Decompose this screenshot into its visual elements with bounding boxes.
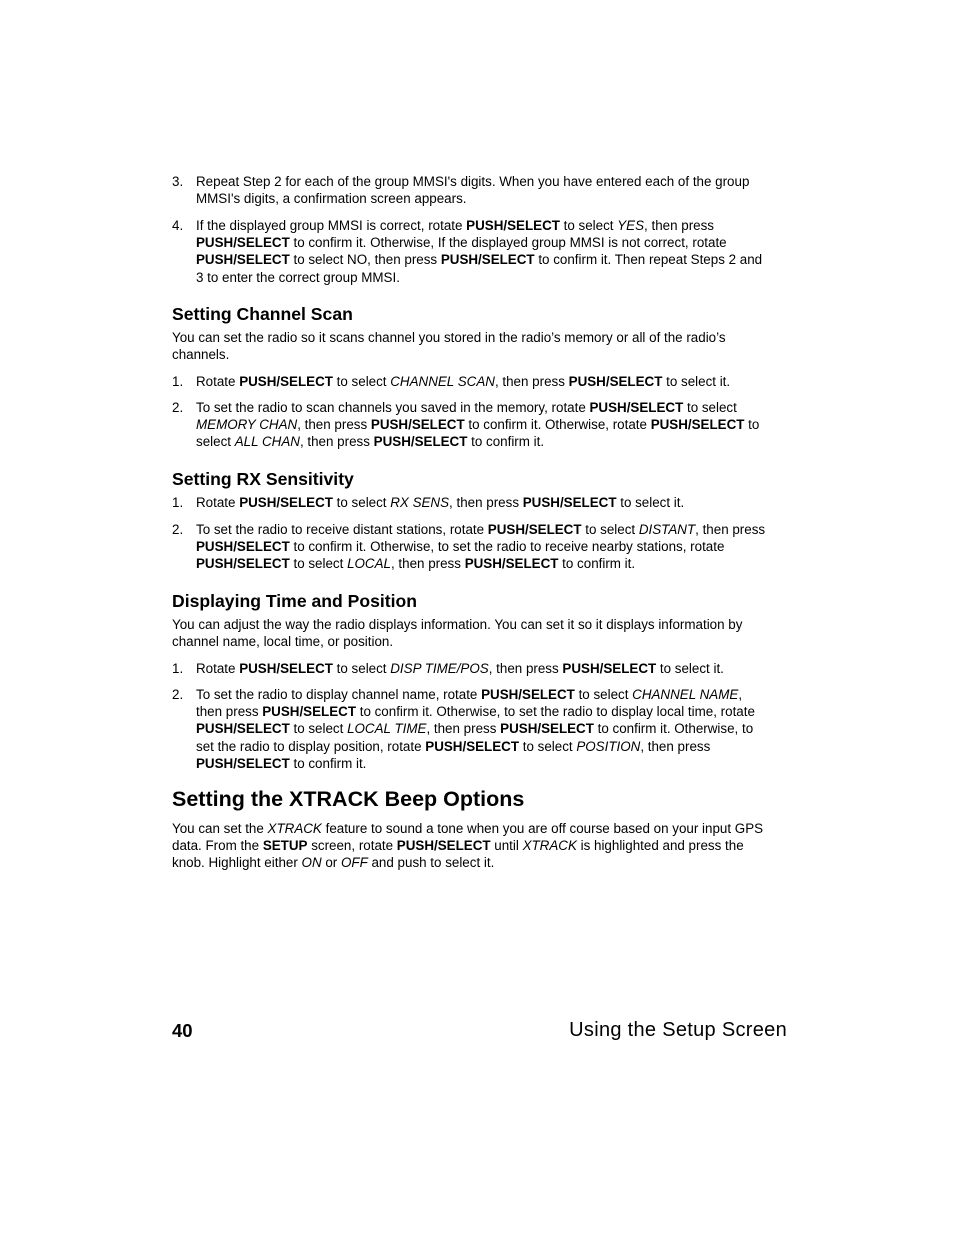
section-heading-rx-sensitivity: Setting RX Sensitivity xyxy=(172,469,354,489)
section-heading-time-position: Displaying Time and Position xyxy=(172,591,418,611)
step-text: Repeat Step 2 for each of the group MMSI's digits. When you have entered each of the group MMSI's digits, a confirmation screen appears. xyxy=(196,174,750,207)
step-number: 1. xyxy=(172,374,184,389)
step-number: 2. xyxy=(172,400,184,415)
step-number: 2. xyxy=(172,687,184,702)
step-number: 4. xyxy=(172,218,184,233)
step-text: Rotate PUSH/SELECT to select RX SENS, then press PUSH/SELECT to select it. xyxy=(196,495,685,510)
step-number: 1. xyxy=(172,495,184,510)
section-body: You can set the XTRACK feature to sound a tone when you are off course based on your input GPS data. From the SETUP screen, rotate PUSH/SELECT until XTRACK is highlighted and press the knob. Highlight either ON or OFF and push to select it. xyxy=(172,821,764,871)
page-number: 40 xyxy=(172,1020,193,1041)
step-number: 3. xyxy=(172,174,184,189)
step-number: 1. xyxy=(172,661,184,676)
step-text: To set the radio to scan channels you saved in the memory, rotate PUSH/SELECT to select MEMORY CHAN, then press PUSH/SELECT to confirm it. Otherwise, rotate PUSH/SELECT to select ALL CHAN, then press PUSH/SELECT to confirm it. xyxy=(196,400,760,450)
step-text: To set the radio to receive distant stations, rotate PUSH/SELECT to select DISTANT, then press PUSH/SELECT to confirm it. Otherwise, to set the radio to receive nearby stations, rotate PUSH/SELECT to select LOCAL, then press PUSH/SELECT to confirm it. xyxy=(196,522,766,572)
step-number: 2. xyxy=(172,522,184,537)
section-heading-xtrack: Setting the XTRACK Beep Options xyxy=(172,787,525,811)
section-heading-channel-scan: Setting Channel Scan xyxy=(172,304,353,324)
step-text: Rotate PUSH/SELECT to select CHANNEL SCAN, then press PUSH/SELECT to select it. xyxy=(196,374,731,389)
step-text: Rotate PUSH/SELECT to select DISP TIME/POS, then press PUSH/SELECT to select it. xyxy=(196,661,724,676)
section-intro: You can adjust the way the radio displays information. You can set it so it displays information by channel name, local time, or position. xyxy=(172,617,743,650)
section-intro: You can set the radio so it scans channel you stored in the radio’s memory or all of the radio’s channels. xyxy=(172,330,726,363)
step-text: To set the radio to display channel name, rotate PUSH/SELECT to select CHANNEL NAME, then press PUSH/SELECT to confirm it. Otherwise, to set the radio to display local time, rotate PUSH/SELECT to select LOCAL TIME, then press PUSH/SELECT to confirm it. Otherwise, to set the radio to display position, rotate PUSH/SELECT to select POSITION, then press PUSH/SELECT to confirm it. xyxy=(196,687,755,771)
step-text: If the displayed group MMSI is correct, rotate PUSH/SELECT to select YES, then press PUSH/SELECT to confirm it. Otherwise, If the displayed group MMSI is not correct, rotate PUSH/SELECT to select NO, then press PUSH/SELECT to confirm it. Then repeat Steps 2 and 3 to enter the correct group MMSI. xyxy=(196,218,763,285)
running-footer-title: Using the Setup Screen xyxy=(569,1019,787,1041)
